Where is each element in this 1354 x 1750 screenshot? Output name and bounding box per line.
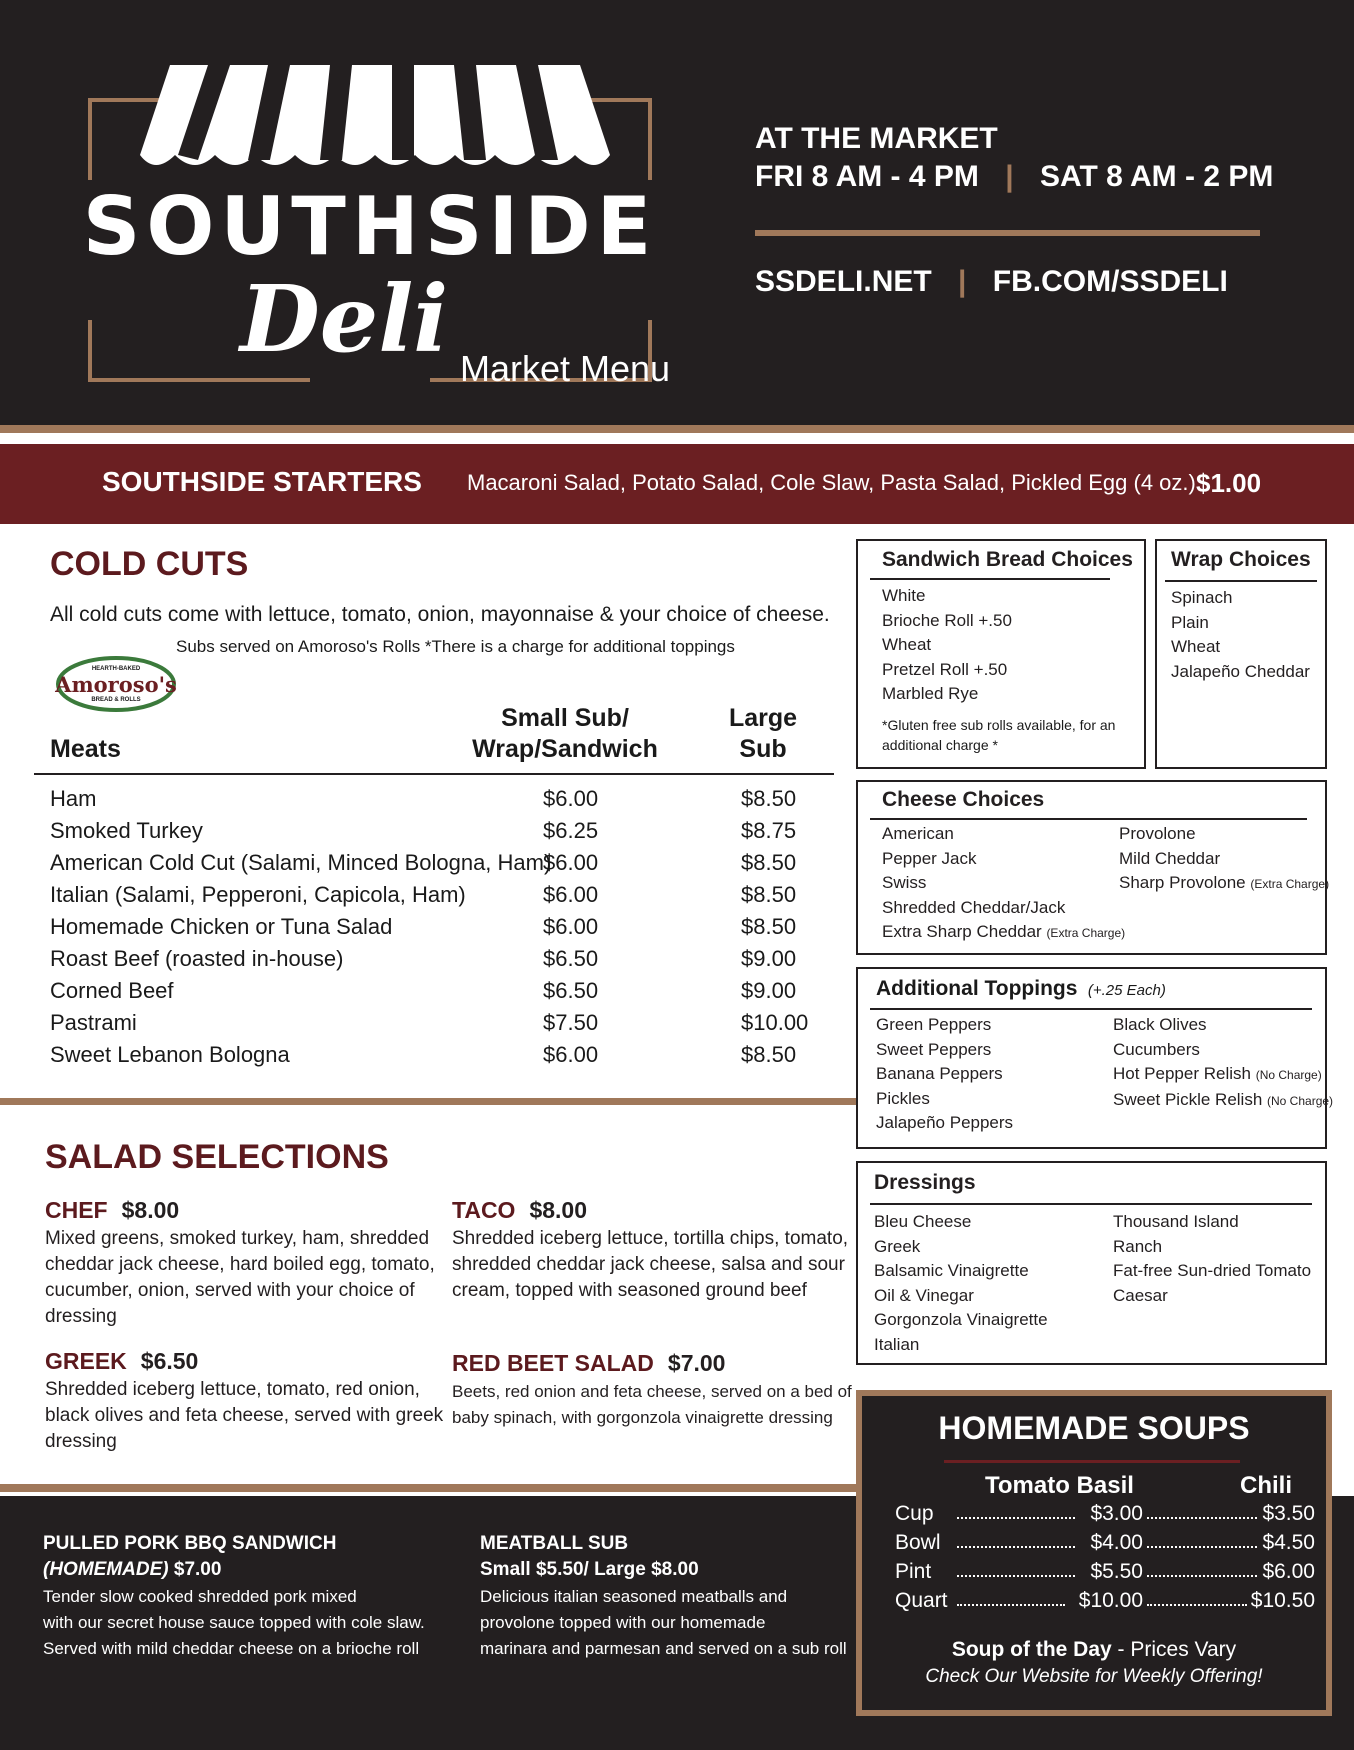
table-row xyxy=(895,1502,1315,1531)
table-row xyxy=(0,882,830,914)
hours-sat: SAT 8 AM - 2 PM xyxy=(1040,160,1274,193)
soup-size: Pint xyxy=(895,1560,932,1583)
brand-script: Deli xyxy=(240,265,449,373)
cheese-title: Cheese Choices xyxy=(882,788,1045,811)
soup-dots xyxy=(957,1604,1065,1606)
large-price: $8.50 xyxy=(741,882,797,907)
hours-title: AT THE MARKET xyxy=(755,122,998,155)
topping-item: Jalapeño Peppers xyxy=(876,1113,1014,1132)
salad-name: TACO xyxy=(452,1197,516,1223)
meat-name: Smoked Turkey xyxy=(50,818,203,843)
cheese-item: Shredded Cheddar/Jack xyxy=(882,897,1066,917)
meatball-title: MEATBALL SUB xyxy=(480,1533,629,1554)
table-row xyxy=(0,978,830,1010)
bread-note-1: *Gluten free sub rolls available, for an xyxy=(882,717,1116,733)
bread-item: Brioche Roll +.50 xyxy=(882,610,1012,630)
large-price: $8.75 xyxy=(741,818,797,843)
soup-dots xyxy=(957,1575,1075,1577)
bread-item: Pretzel Roll +.50 xyxy=(882,659,1008,679)
small-price: $6.00 xyxy=(543,786,599,811)
wrap-item: Spinach xyxy=(1171,588,1233,607)
meat-name: Pastrami xyxy=(50,1010,137,1035)
soup-col-1: Tomato Basil xyxy=(985,1472,1134,1499)
links-divider: | xyxy=(958,265,967,298)
small-price: $6.00 xyxy=(543,1042,599,1067)
table-row xyxy=(0,786,830,818)
wrap-item: Jalapeño Cheddar xyxy=(1171,661,1310,681)
large-price: $9.00 xyxy=(741,978,797,1003)
soup-price-a: $5.50 xyxy=(1090,1560,1143,1583)
dressing-item: Italian xyxy=(874,1334,920,1354)
cheese-item: Pepper Jack xyxy=(882,848,977,868)
beet-salad xyxy=(452,1350,852,1431)
table-header-rule xyxy=(34,773,834,775)
meatball-desc-line: provolone topped with our homemade xyxy=(480,1613,766,1632)
table-row xyxy=(0,1042,830,1074)
wrap-item: Wheat xyxy=(1171,637,1221,656)
salad-desc-line: cream, topped with seasoned ground beef xyxy=(452,1280,807,1301)
website-link[interactable]: SSDELI.NET xyxy=(755,265,932,298)
toppings-title: Additional Toppings xyxy=(876,977,1078,1000)
soup-dots xyxy=(957,1517,1075,1519)
table-row xyxy=(0,1010,830,1042)
salad-name: RED BEET SALAD xyxy=(452,1350,654,1376)
toppings-price-note: (+.25 Each) xyxy=(1087,982,1166,999)
cold-cuts-title: COLD CUTS xyxy=(50,545,249,583)
chef-salad xyxy=(45,1197,445,1330)
soup-dots xyxy=(1147,1546,1257,1548)
bread-item: Marbled Rye xyxy=(882,684,979,703)
salad-desc-line: dressing xyxy=(45,1431,117,1452)
dressings-left-list xyxy=(874,1210,1048,1357)
meat-name: Sweet Lebanon Bologna xyxy=(50,1042,290,1067)
small-price: $6.00 xyxy=(543,914,599,939)
brand-word: SOUTHSIDE xyxy=(82,180,658,273)
bbq-desc-line: with our secret house sauce topped with cole slaw. xyxy=(43,1613,425,1632)
sotd-row xyxy=(856,1638,1332,1662)
hours-row xyxy=(755,160,1273,194)
table-row xyxy=(0,914,830,946)
dressing-item: Ranch xyxy=(1113,1236,1163,1256)
bbq-title: PULLED PORK BBQ SANDWICH xyxy=(43,1533,337,1554)
market-menu-subtitle: Market Menu xyxy=(460,348,671,389)
dressing-item: Greek xyxy=(874,1236,921,1256)
cheese-right-list xyxy=(1119,822,1329,897)
salad-price: $7.00 xyxy=(667,1350,726,1376)
extra-charge-note: (Extra Charge) xyxy=(1250,877,1330,891)
cheese-item: Swiss xyxy=(882,873,927,892)
table-row xyxy=(0,818,830,850)
small-price: $6.00 xyxy=(543,882,599,907)
soup-table xyxy=(895,1502,1315,1622)
soup-dots xyxy=(1147,1517,1257,1519)
soup-size: Quart xyxy=(895,1589,948,1612)
amorosos-logo-top: HEARTH-BAKED xyxy=(91,666,141,672)
salad-desc-line: dressing xyxy=(45,1306,117,1327)
wrap-list xyxy=(1171,586,1310,684)
salad-desc-line: cucumber, onion, served with your choice of xyxy=(45,1280,415,1301)
salad-name: GREEK xyxy=(45,1348,127,1374)
salad-price: $6.50 xyxy=(140,1348,199,1374)
topping-item: Hot Pepper Relish xyxy=(1113,1064,1251,1083)
large-price: $8.50 xyxy=(741,914,797,939)
starters-items: Macaroni Salad, Potato Salad, Cole Slaw, Pasta Salad, Pickled Egg (4 oz.) xyxy=(467,470,1196,495)
soup-of-the-day: Soup of the Day xyxy=(951,1638,1112,1661)
dressing-item: Bleu Cheese xyxy=(874,1212,972,1231)
facebook-link[interactable]: FB.COM/SSDELI xyxy=(992,265,1228,298)
meat-name: Italian (Salami, Pepperoni, Capicola, Ham) xyxy=(50,882,466,907)
topping-item: Banana Peppers xyxy=(876,1064,1003,1083)
salad-title: SALAD SELECTIONS xyxy=(45,1138,389,1176)
cheese-item: Sharp Provolone xyxy=(1119,873,1246,892)
greek-salad xyxy=(45,1348,445,1455)
cold-cuts-divider xyxy=(0,1098,858,1105)
col-large-1: Large xyxy=(728,704,798,732)
dressing-item: Fat-free Sun-dried Tomato xyxy=(1113,1261,1312,1280)
col-small-1: Small Sub/ xyxy=(501,704,629,732)
table-row xyxy=(895,1531,1315,1560)
dressings-right-list xyxy=(1113,1210,1311,1308)
taco-salad xyxy=(452,1197,852,1304)
bottom-rule xyxy=(0,1484,860,1492)
amorosos-logo-bottom: BREAD & ROLLS xyxy=(91,697,141,703)
topping-item: Black Olives xyxy=(1113,1015,1207,1034)
wrap-rule xyxy=(1165,580,1317,582)
table-row xyxy=(895,1560,1315,1589)
topping-item: Sweet Peppers xyxy=(876,1039,992,1059)
salad-price: $8.00 xyxy=(121,1197,180,1223)
wrap-title: Wrap Choices xyxy=(1171,548,1311,571)
toppings-title-row xyxy=(876,977,1166,1001)
links-row xyxy=(755,265,1228,299)
small-price: $7.50 xyxy=(543,1010,599,1035)
soup-size: Bowl xyxy=(895,1531,941,1554)
weekly-offering-note: Check Our Website for Weekly Offering! xyxy=(925,1666,1263,1687)
cheese-item: Provolone xyxy=(1119,824,1196,843)
hours-divider: | xyxy=(1005,160,1014,193)
amorosos-logo-name: Amoroso's xyxy=(55,672,177,697)
bbq-item xyxy=(43,1533,443,1662)
small-price: $6.50 xyxy=(543,946,599,971)
soups-title-rule xyxy=(944,1460,1240,1463)
col-meats: Meats xyxy=(50,735,121,763)
salad-desc-line: shredded cheddar jack cheese, salsa and sour xyxy=(452,1254,845,1275)
topping-item: Pickles xyxy=(876,1088,930,1108)
salad-desc-line: baby spinach, with gorgonzola vinaigrette dressing xyxy=(452,1408,833,1427)
col-large-2: Sub xyxy=(739,735,787,763)
table-row xyxy=(895,1589,1315,1618)
bread-title: Sandwich Bread Choices xyxy=(882,548,1133,571)
soup-price-b: $4.50 xyxy=(1262,1531,1315,1554)
cheese-rule xyxy=(870,818,1307,820)
extra-charge-note: (Extra Charge) xyxy=(1046,926,1126,940)
small-price: $6.50 xyxy=(543,978,599,1003)
no-charge-note: (No Charge) xyxy=(1267,1093,1334,1108)
toppings-left-list xyxy=(876,1013,1013,1136)
small-price: $6.00 xyxy=(543,850,599,875)
dressings-rule xyxy=(870,1203,1312,1205)
deli-logo xyxy=(40,60,700,400)
large-price: $10.00 xyxy=(741,1010,809,1035)
salad-desc-line: Shredded iceberg lettuce, tortilla chips, tomato, xyxy=(452,1228,849,1249)
dressings-title: Dressings xyxy=(874,1171,976,1194)
topping-item: Cucumbers xyxy=(1113,1039,1200,1059)
bread-list xyxy=(882,584,1012,707)
cold-cuts-note: Subs served on Amoroso's Rolls *There is a charge for additional toppings xyxy=(176,637,735,656)
header-rule xyxy=(0,425,1354,433)
small-price: $6.25 xyxy=(543,818,599,843)
soup-price-b: $6.00 xyxy=(1262,1560,1315,1583)
topping-item: Sweet Pickle Relish xyxy=(1113,1089,1263,1109)
no-charge-note: (No Charge) xyxy=(1255,1068,1322,1082)
cheese-item: Mild Cheddar xyxy=(1119,848,1221,868)
meatball-desc-line: marinara and parmesan and served on a sub roll xyxy=(480,1639,847,1658)
salad-desc-line: Shredded iceberg lettuce, tomato, red onion, xyxy=(45,1379,420,1400)
sotd-note: - Prices Vary xyxy=(1111,1638,1237,1661)
meat-name: Homemade Chicken or Tuna Salad xyxy=(50,914,393,939)
dressing-item: Balsamic Vinaigrette xyxy=(874,1261,1029,1280)
col-small-2: Wrap/Sandwich xyxy=(472,735,658,763)
hours-fri: FRI 8 AM - 4 PM xyxy=(755,160,979,193)
large-price: $8.50 xyxy=(741,850,797,875)
dressing-item: Caesar xyxy=(1113,1285,1168,1305)
large-price: $8.50 xyxy=(741,1042,797,1067)
soup-dots xyxy=(1147,1604,1247,1606)
soup-col-2: Chili xyxy=(1240,1472,1292,1499)
bbq-desc-line: Served with mild cheddar cheese on a brioche roll xyxy=(43,1639,420,1658)
dressing-item: Thousand Island xyxy=(1113,1212,1239,1231)
soup-dots xyxy=(957,1546,1075,1548)
soup-price-b: $3.50 xyxy=(1262,1502,1315,1525)
large-price: $9.00 xyxy=(741,946,797,971)
meat-name: Corned Beef xyxy=(50,978,174,1003)
soup-price-a: $10.00 xyxy=(1078,1589,1143,1612)
bread-note-2: additional charge * xyxy=(882,737,998,753)
meat-name: Roast Beef (roasted in-house) xyxy=(50,946,344,971)
salad-desc-line: Mixed greens, smoked turkey, ham, shredded xyxy=(45,1228,430,1249)
toppings-right-list xyxy=(1113,1013,1333,1113)
cold-cuts-intro: All cold cuts come with lettuce, tomato, onion, mayonnaise & your choice of cheese. xyxy=(50,603,830,626)
amorosos-logo xyxy=(55,655,177,713)
table-row xyxy=(0,946,830,978)
starters-title: SOUTHSIDE STARTERS xyxy=(102,466,422,497)
soup-size: Cup xyxy=(895,1502,934,1525)
soups-title: HOMEMADE SOUPS xyxy=(938,1410,1250,1446)
large-price: $8.50 xyxy=(741,786,797,811)
salad-desc-line: cheddar jack cheese, hard boiled egg, tomato, xyxy=(45,1254,435,1275)
bbq-price: $7.00 xyxy=(173,1559,222,1580)
meat-name: American Cold Cut (Salami, Minced Bologna, Ham) xyxy=(50,850,552,875)
bread-item: White xyxy=(882,586,926,605)
meatball-item xyxy=(480,1533,860,1662)
soup-price-a: $3.00 xyxy=(1090,1502,1143,1525)
cheese-item: Extra Sharp Cheddar xyxy=(882,922,1042,941)
header-divider-line xyxy=(755,230,1260,236)
dressing-item: Gorgonzola Vinaigrette xyxy=(874,1310,1048,1329)
bread-item: Wheat xyxy=(882,635,932,654)
table-row xyxy=(0,850,830,882)
soup-price-a: $4.00 xyxy=(1090,1531,1143,1554)
cheese-item: American xyxy=(882,824,954,843)
wrap-item: Plain xyxy=(1171,612,1209,632)
bbq-desc-line: Tender slow cooked shredded pork mixed xyxy=(43,1587,357,1606)
starters-price: $1.00 xyxy=(1196,468,1262,498)
bbq-homemade: (HOMEMADE) xyxy=(43,1559,169,1580)
meatball-desc-line: Delicious italian seasoned meatballs and xyxy=(480,1587,788,1606)
dressing-item: Oil & Vinegar xyxy=(874,1285,974,1305)
salad-name: CHEF xyxy=(45,1197,108,1223)
cold-cuts-table xyxy=(0,786,840,1086)
bread-rule xyxy=(870,578,1110,580)
meatball-prices: Small $5.50/ Large $8.00 xyxy=(480,1559,699,1580)
salad-desc-line: black olives and feta cheese, served with greek xyxy=(45,1405,444,1426)
toppings-rule xyxy=(870,1008,1312,1010)
salad-desc-line: Beets, red onion and feta cheese, served on a bed of xyxy=(452,1382,852,1401)
meat-name: Ham xyxy=(50,786,97,811)
cheese-left-list xyxy=(882,822,1125,946)
soup-dots xyxy=(1147,1575,1257,1577)
soup-price-b: $10.50 xyxy=(1250,1589,1315,1612)
salad-price: $8.00 xyxy=(529,1197,588,1223)
topping-item: Green Peppers xyxy=(876,1015,992,1034)
